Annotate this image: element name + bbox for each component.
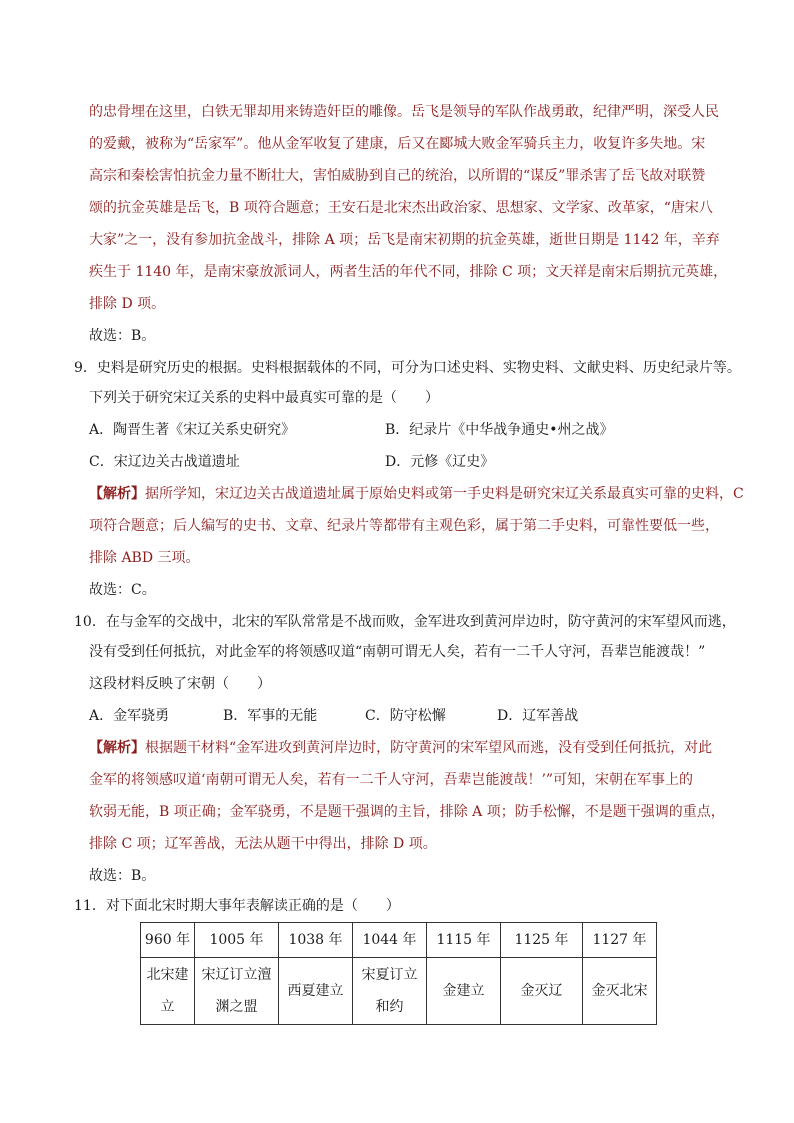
answer-line: 故选：B。	[89, 328, 156, 344]
analysis-line: 金军的将领感叹道‘南朝可谓无人矣，若有一二千人守河，吾辈岂能渡哉！’”可知，宋朝在军事上的	[89, 772, 694, 788]
question-9-stem-cont: 下列关于研究宋辽关系的史料中最真实可靠的是（ ）	[89, 390, 439, 406]
question-10-option-b: B．军事的无能	[223, 708, 318, 724]
year-cell: 1115 年	[427, 923, 501, 958]
event-cell: 北宋建立	[141, 958, 195, 1025]
answer-line: 故选：B。	[89, 868, 156, 884]
event-cell: 西夏建立	[279, 958, 353, 1025]
year-cell: 960 年	[141, 923, 195, 958]
analysis-label: 【解析】	[89, 486, 145, 502]
explanation-continued	[89, 96, 737, 320]
question-10-option-a: A．金军骁勇	[89, 708, 170, 724]
question-11-stem: 11．对下面北宋时期大事年表解读正确的是（ ）	[74, 898, 400, 914]
analysis-line: 根据题干材料“金军进攻到黄河岸边时，防守黄河的宋军望风而逃，没有受到任何抵抗，对此	[145, 740, 713, 756]
question-10-analysis	[89, 732, 737, 860]
question-10-option-d: D．辽军善战	[497, 708, 579, 724]
explanation-line: 的爱戴，被称为“岳家军”。他从金军收复了建康，后又在郾城大败金军骑兵主力，收复许多失地。宋	[89, 136, 706, 152]
question-10-stem-cont: 这段材料反映了宋朝（ ）	[89, 676, 271, 692]
event-cell: 金灭辽	[501, 958, 583, 1025]
answer-line: 故选：C。	[89, 582, 156, 598]
analysis-line: 项符合题意；后人编写的史书、文章、纪录片等都带有主观色彩，属于第二手史料，可靠性要低一些，	[89, 518, 719, 534]
events-table-header-row	[141, 923, 657, 958]
event-cell: 金灭北宋	[583, 958, 657, 1025]
explanation-line: 大家”之一，没有参加抗金战斗，排除 A 项；岳飞是南宋初期的抗金英雄，逝世日期是 1142 年，辛弃	[89, 232, 720, 248]
explanation-line: 颂的抗金英雄是岳飞，B 项符合题意；王安石是北宋杰出政治家、思想家、文学家、改革家，“唐宋八	[89, 200, 713, 216]
event-cell: 宋辽订立澶渊之盟	[195, 958, 279, 1025]
year-cell: 1038 年	[279, 923, 353, 958]
question-10-stem-cont: 没有受到任何抵抗，对此金军的将领感叹道“南朝可谓无人矣，若有一二千人守河，吾辈岂能渡哉！”	[89, 644, 706, 660]
explanation-line: 疾生于 1140 年，是南宋豪放派词人，两者生活的年代不同，排除 C 项；文天祥是南宋后期抗元英雄，	[89, 264, 728, 280]
year-cell: 1125 年	[501, 923, 583, 958]
event-cell: 宋夏订立和约	[353, 958, 427, 1025]
question-9-option-d: D．元修《辽史》	[385, 454, 495, 470]
analysis-label: 【解析】	[89, 740, 145, 756]
analysis-line: 排除 C 项；辽军善战，无法从题干中得出，排除 D 项。	[89, 836, 437, 852]
year-cell: 1127 年	[583, 923, 657, 958]
explanation-line: 排除 D 项。	[89, 296, 166, 312]
question-9-option-b: B．纪录片《中华战争通史•州之战》	[385, 422, 614, 438]
question-10-option-c: C．防守松懈	[365, 708, 446, 724]
analysis-line: 据所学知，宋辽边关古战道遗址属于原始史料或第一手史料是研究宋辽关系最真实可靠的史料，C	[145, 486, 744, 502]
year-cell: 1005 年	[195, 923, 279, 958]
analysis-line: 排除 ABD 三项。	[89, 550, 200, 566]
question-9-option-a: A．陶晋生著《宋辽关系史研究》	[89, 422, 296, 438]
question-9-option-c: C．宋辽边关古战道遗址	[89, 454, 240, 470]
question-10-stem: 10．在与金军的交战中，北宋的军队常常是不战而败，金军进攻到黄河岸边时，防守黄河的宋军望风而逃，	[74, 614, 736, 630]
explanation-line: 高宗和秦桧害怕抗金力量不断壮大，害怕威胁到自己的统治，以所谓的“谋反”罪杀害了岳飞故对联赞	[89, 168, 706, 184]
year-cell: 1044 年	[353, 923, 427, 958]
explanation-line: 的忠骨埋在这里，白铁无罪却用来铸造奸臣的雕像。岳飞是领导的军队作战勇敢，纪律严明，深受人民	[89, 104, 719, 120]
events-table	[140, 922, 657, 1025]
events-table-row	[141, 958, 657, 1025]
question-9-analysis	[89, 478, 744, 574]
analysis-line: 软弱无能，B 项正确；金军骁勇，不是题干强调的主旨，排除 A 项；防手松懈，不是题干强调的重点，	[89, 804, 725, 820]
event-cell: 金建立	[427, 958, 501, 1025]
question-9-stem: 9．史料是研究历史的根据。史料根据载体的不同，可分为口述史料、实物史料、文献史料、历史纪录片等。	[74, 360, 741, 376]
